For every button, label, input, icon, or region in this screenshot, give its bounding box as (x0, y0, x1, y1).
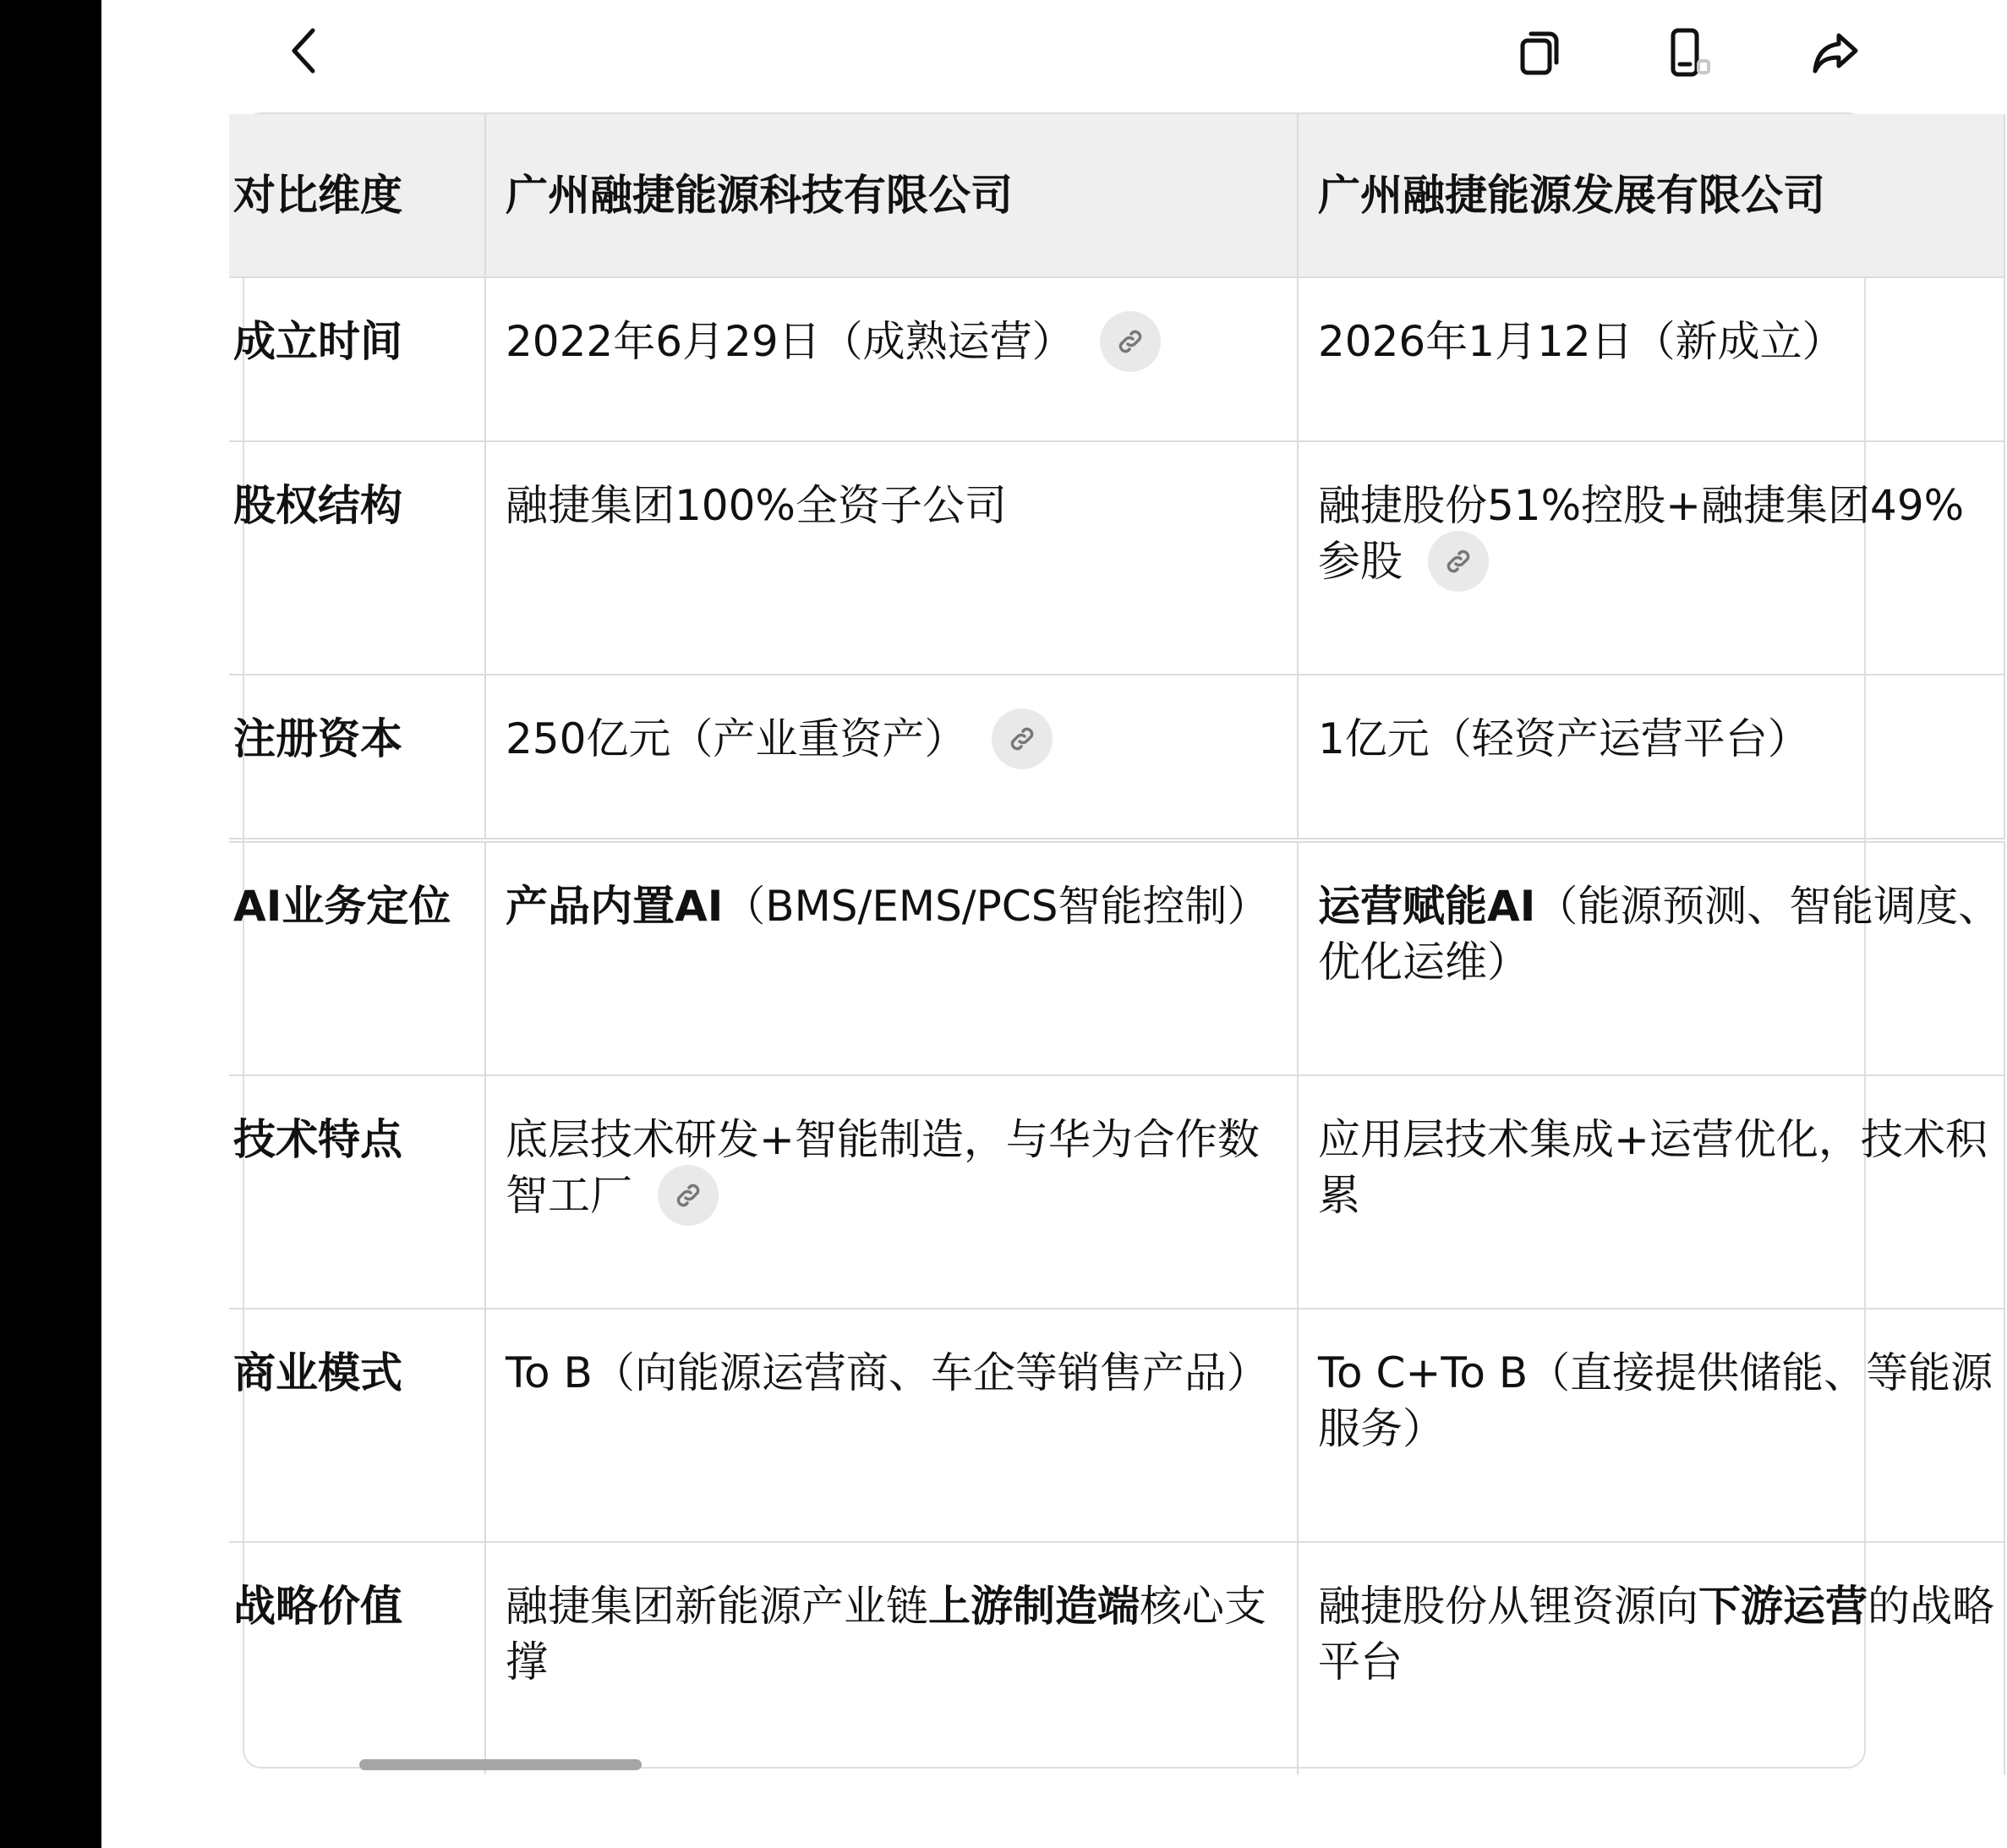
table-cell (485, 840, 1298, 1075)
cell-text: To C+To B（直接提供储能、等能源服务） (1318, 1348, 1993, 1453)
table-header-row (229, 114, 2004, 277)
row-label: AI业务定位 (229, 840, 485, 1075)
comparison-table-card (233, 112, 2001, 1769)
link-icon (670, 1177, 707, 1214)
table-cell (485, 441, 1298, 675)
cell-text: 融捷股份51%控股+融捷集团49%参股 (1318, 481, 1965, 586)
cell-text: To B（向能源运营商、车企等销售产品） (506, 1348, 1269, 1397)
link-icon (1440, 543, 1477, 580)
table-cell (1298, 1309, 2004, 1542)
table-cell (485, 675, 1298, 840)
cell-text: 核心支撑 (506, 1582, 1266, 1687)
citation-link-button[interactable] (1100, 311, 1161, 372)
cell-text: 1亿元（轻资产运营平台） (1318, 714, 1810, 763)
table-cell (1298, 1542, 2004, 1774)
cell-text: 250亿元（产业重资产） (506, 714, 967, 763)
table-cell (1298, 277, 2004, 441)
table-cell (485, 1542, 1298, 1774)
copy-icon (1512, 25, 1567, 79)
link-icon (1004, 720, 1041, 757)
header-company-1: 广州融捷能源科技有限公司 (485, 114, 1298, 277)
cell-text: 2026年1月12日（新成立） (1318, 317, 1845, 366)
cell-bold-text: 上游制造端 (928, 1582, 1140, 1631)
row-label: 注册资本 (229, 675, 485, 840)
table-row (229, 277, 2004, 441)
chevron-left-icon (279, 24, 333, 78)
cell-bold-text: 运营赋能AI (1318, 882, 1536, 931)
back-button[interactable] (268, 13, 344, 89)
link-icon (1112, 323, 1149, 360)
table-cell (1298, 840, 2004, 1075)
citation-link-button[interactable] (658, 1165, 719, 1226)
cell-bold-text: 产品内置AI (506, 882, 724, 931)
row-label: 技术特点 (229, 1075, 485, 1309)
table-cell (1298, 441, 2004, 675)
citation-link-button[interactable] (1428, 531, 1489, 592)
table-cell (485, 1075, 1298, 1309)
left-edge-bar (0, 0, 101, 1848)
table-row (229, 675, 2004, 840)
copy-button[interactable] (1501, 14, 1578, 90)
table-cell (485, 1309, 1298, 1542)
cell-text: 融捷集团100%全资子公司 (506, 481, 1007, 530)
table-row (229, 1542, 2004, 1774)
row-label: 成立时间 (229, 277, 485, 441)
top-toolbar (101, 0, 2007, 110)
table-cell (485, 277, 1298, 441)
row-label: 商业模式 (229, 1309, 485, 1542)
table-row (229, 840, 2004, 1075)
cell-text: 融捷股份从锂资源向 (1318, 1582, 1698, 1631)
table-scroll-area[interactable] (233, 114, 2001, 1767)
horizontal-scrollbar-thumb[interactable] (359, 1759, 642, 1770)
citation-link-button[interactable] (992, 708, 1053, 769)
share-icon (1808, 25, 1862, 79)
cell-bold-text: 下游运营 (1698, 1582, 1868, 1631)
cell-text: 底层技术研发+智能制造，与华为合作数智工厂 (506, 1115, 1260, 1220)
table-row (229, 1309, 2004, 1542)
cell-text: 2022年6月29日（成熟运营） (506, 317, 1075, 366)
header-dimension: 对比维度 (229, 114, 485, 277)
cell-text: 融捷集团新能源产业链 (506, 1582, 928, 1631)
share-button[interactable] (1797, 14, 1873, 90)
header-company-2: 广州融捷能源发展有限公司 (1298, 114, 2004, 277)
cell-text: 应用层技术集成+运营优化，技术积累 (1318, 1115, 1988, 1220)
cell-text: （能源预测、智能调度、优化运维） (1318, 882, 2001, 987)
phone-icon (1661, 25, 1715, 79)
table-cell (1298, 675, 2004, 840)
table-row (229, 441, 2004, 675)
cell-text: 的战略平台 (1318, 1582, 1994, 1687)
cell-text: （BMS/EMS/PCS智能控制） (723, 882, 1270, 931)
row-label: 战略价值 (229, 1542, 485, 1774)
comparison-table (229, 114, 2005, 1774)
table-row (229, 1075, 2004, 1309)
row-label: 股权结构 (229, 441, 485, 675)
device-view-button[interactable] (1650, 14, 1726, 90)
table-cell (1298, 1075, 2004, 1309)
